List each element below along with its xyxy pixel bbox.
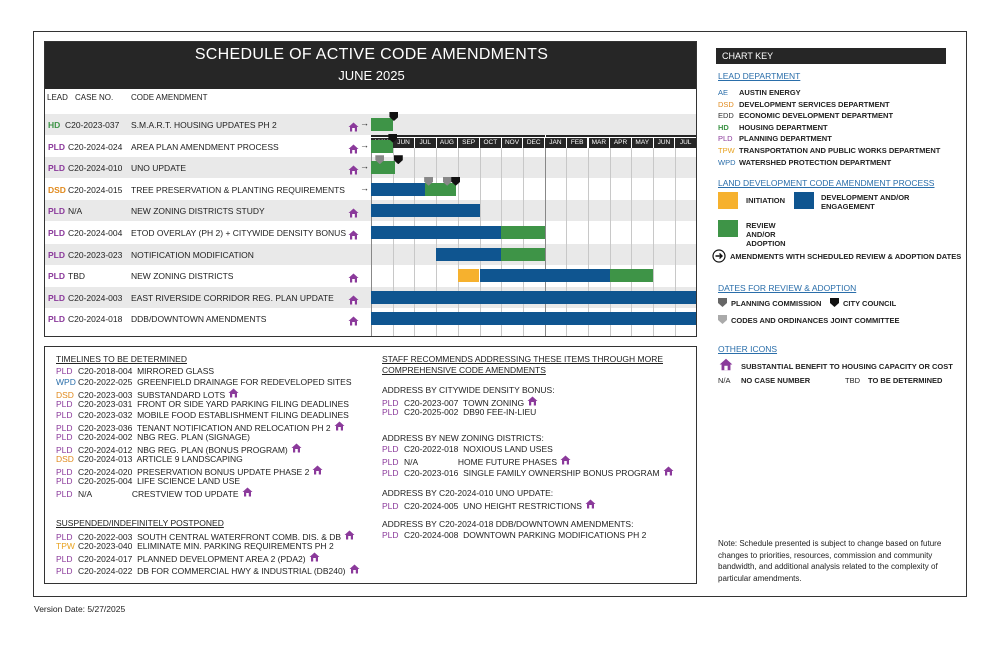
row-amendment: EAST RIVERSIDE CORRIDOR REG. PLAN UPDATE bbox=[131, 292, 334, 303]
department-name: ECONOMIC DEVELOPMENT DEPARTMENT bbox=[739, 111, 894, 121]
arrow-icon: → bbox=[360, 139, 369, 150]
list-item bbox=[56, 564, 360, 576]
item-text: C20-2023-016 SINGLE FAMILY OWNERSHIP BONUS PROGRAM bbox=[404, 468, 660, 478]
department-code: WPD bbox=[718, 157, 736, 167]
list-item bbox=[56, 476, 240, 486]
item-lead: WPD bbox=[56, 377, 76, 387]
item-text: C20-2023-031 FRONT OR SIDE YARD PARKING FILING DEADLINES bbox=[78, 399, 349, 409]
department-name: AUSTIN ENERGY bbox=[739, 88, 801, 97]
schedule-note: Note: Schedule presented is subject to change based on future changes to priorities, resources, commission and community bandwidth, and additional analysis related to the complexity of particular amendments. bbox=[718, 539, 942, 583]
house-icon bbox=[291, 445, 302, 455]
item-text: N/A HOME FUTURE PHASES bbox=[404, 457, 558, 467]
na-text: NO CASE NUMBER bbox=[741, 376, 811, 385]
row-amendment: NEW ZONING DISTRICTS STUDY bbox=[131, 206, 265, 217]
list-item bbox=[56, 530, 355, 542]
schedule-bar bbox=[610, 269, 653, 282]
initiation-swatch bbox=[718, 192, 738, 209]
staff-heading-2: COMPREHENSIVE CODE AMENDMENTS bbox=[382, 365, 546, 375]
row-amendment: S.M.A.R.T. HOUSING UPDATES PH 2 bbox=[131, 120, 277, 130]
house-icon bbox=[242, 489, 253, 499]
list-item bbox=[382, 444, 553, 454]
item-lead: PLD bbox=[56, 423, 73, 433]
staff-heading: STAFF RECOMMENDS ADDRESSING THESE ITEMS THROUGH MORE bbox=[382, 354, 663, 364]
schedule-bar bbox=[458, 269, 480, 282]
list-item bbox=[56, 487, 253, 499]
arrow-icon: → bbox=[360, 118, 369, 128]
item-lead: PLD bbox=[56, 399, 73, 409]
department-name: PLANNING DEPARTMENT bbox=[739, 134, 832, 144]
item-lead: DSD bbox=[56, 390, 74, 400]
item-lead: PLD bbox=[382, 398, 399, 408]
item-lead: PLD bbox=[56, 366, 73, 376]
chart-title: SCHEDULE OF ACTIVE CODE AMENDMENTS bbox=[194, 46, 549, 63]
department-code: AE bbox=[718, 88, 729, 97]
item-text: C20-2022-025 GREENFIELD DRAINAGE FOR REDEVELOPED SITES bbox=[78, 377, 352, 387]
item-text: C20-2023-032 MOBILE FOOD ESTABLISHMENT FILING DEADLINES bbox=[78, 410, 349, 420]
department-code: PLD bbox=[718, 134, 733, 144]
grid-line bbox=[393, 148, 394, 337]
item-text: C20-2024-002 NBG REG. PLAN (SIGNAGE) bbox=[78, 432, 250, 442]
list-item bbox=[382, 499, 596, 511]
development-label: DEVELOPMENT AND/OR ENGAGEMENT bbox=[821, 193, 910, 211]
grid-line bbox=[697, 148, 698, 337]
row-case: C20-2024-018 bbox=[68, 314, 123, 325]
lead-department-heading: LEAD DEPARTMENT bbox=[718, 71, 801, 81]
column-amendment: CODE AMENDMENT bbox=[131, 93, 208, 102]
item-lead: PLD bbox=[56, 432, 73, 442]
house-icon bbox=[663, 468, 674, 478]
item-lead: PLD bbox=[56, 476, 73, 486]
review-label: REVIEW AND/OR ADOPTION bbox=[746, 221, 786, 248]
city-council-label: CITY COUNCIL bbox=[843, 299, 897, 308]
row-amendment: AREA PLAN AMENDMENT PROCESS bbox=[131, 141, 279, 152]
schedule-bar bbox=[371, 118, 393, 131]
item-text: C20-2024-005 UNO HEIGHT RESTRICTIONS bbox=[404, 501, 582, 511]
month-label: AUG bbox=[437, 138, 458, 148]
row-amendment: ETOD OVERLAY (PH 2) + CITYWIDE DENSITY BONUS bbox=[131, 228, 346, 238]
month-label: SEP bbox=[458, 138, 479, 148]
department-name: HOUSING DEPARTMENT bbox=[739, 122, 828, 132]
schedule-bar bbox=[371, 183, 425, 196]
grid-line bbox=[588, 148, 589, 337]
row-case: C20-2024-024 bbox=[68, 141, 123, 152]
house-icon bbox=[348, 141, 359, 151]
item-lead: TPW bbox=[56, 541, 75, 552]
house-icon bbox=[348, 313, 359, 323]
grid-line bbox=[371, 148, 372, 337]
list-item bbox=[382, 530, 646, 540]
codes-committee-label: CODES AND ORDINANCES JOINT COMMITTEE bbox=[731, 316, 900, 325]
key-title: CHART KEY bbox=[722, 51, 774, 61]
grid-line bbox=[675, 148, 676, 337]
schedule-bar bbox=[371, 291, 697, 304]
house-icon bbox=[349, 566, 360, 576]
row-lead: PLD bbox=[48, 141, 65, 152]
other-icons-heading: OTHER ICONS bbox=[718, 344, 778, 354]
grid-line bbox=[458, 148, 459, 337]
department-name: TRANSPORTATION AND PUBLIC WORKS DEPARTMENT bbox=[739, 146, 941, 155]
house-icon bbox=[348, 227, 359, 237]
row-lead: PLD bbox=[48, 228, 65, 238]
schedule-bar bbox=[371, 161, 395, 174]
arrow-note: AMENDMENTS WITH SCHEDULED REVIEW & ADOPTION DATES bbox=[730, 252, 962, 261]
list-item bbox=[382, 407, 536, 417]
month-label: JUL bbox=[415, 138, 436, 148]
grid-line bbox=[566, 148, 567, 337]
unscheduled-items bbox=[44, 346, 697, 584]
item-text: C20-2024-008 DOWNTOWN PARKING MODIFICATIONS PH 2 bbox=[404, 530, 647, 540]
house-icon bbox=[719, 358, 733, 371]
row-lead: DSD bbox=[48, 184, 66, 195]
grid-line bbox=[414, 148, 415, 337]
house-icon bbox=[585, 501, 596, 511]
na-label: N/A bbox=[718, 376, 731, 385]
item-lead: PLD bbox=[56, 489, 73, 499]
month-label: DEC bbox=[523, 138, 544, 148]
month-label: APR bbox=[610, 138, 631, 148]
row-case: C20-2024-010 bbox=[68, 163, 123, 174]
house-icon bbox=[348, 119, 359, 129]
house-icon bbox=[312, 467, 323, 477]
item-text: C20-2024-022 DB FOR COMMERCIAL HWY & INDUSTRIAL (DB240) bbox=[78, 565, 346, 576]
list-item bbox=[56, 410, 349, 420]
house-icon bbox=[344, 532, 355, 542]
schedule-chart bbox=[44, 41, 697, 337]
month-label: FEB bbox=[567, 138, 588, 148]
grid-line bbox=[610, 148, 611, 337]
list-item bbox=[56, 552, 320, 564]
row-case: C20-2023-023 bbox=[68, 249, 123, 260]
row-case: C20-2024-003 bbox=[68, 292, 123, 303]
tbd-text: TO BE DETERMINED bbox=[868, 376, 943, 385]
arrow-icon: → bbox=[360, 161, 369, 172]
item-text: C20-2023-040 ELIMINATE MIN. PARKING REQUIREMENTS PH 2 bbox=[78, 541, 334, 552]
grid-line bbox=[523, 148, 524, 337]
grid-line bbox=[653, 148, 654, 337]
version-date: Version Date: 5/27/2025 bbox=[34, 604, 126, 614]
schedule-bar bbox=[436, 248, 501, 261]
house-icon bbox=[348, 270, 359, 280]
item-text: C20-2023-007 TOWN ZONING bbox=[404, 398, 525, 408]
item-lead: DSD bbox=[56, 454, 74, 464]
list-item bbox=[56, 454, 243, 464]
list-item bbox=[56, 377, 352, 387]
column-lead: LEAD bbox=[47, 93, 68, 102]
column-case: CASE NO. bbox=[75, 93, 114, 102]
development-swatch bbox=[794, 192, 814, 209]
schedule-bar bbox=[371, 312, 697, 325]
item-lead: PLD bbox=[382, 530, 399, 540]
tbd-label: TBD bbox=[845, 376, 860, 385]
item-text: C20-2023-003 SUBSTANDARD LOTS bbox=[78, 390, 226, 400]
group-title: ADDRESS BY C20-2024-010 UNO UPDATE: bbox=[382, 488, 554, 498]
list-item bbox=[56, 541, 334, 551]
grid-line bbox=[436, 148, 437, 337]
schedule-bar bbox=[501, 248, 544, 261]
schedule-bar bbox=[501, 226, 544, 239]
schedule-bar bbox=[371, 140, 393, 153]
item-lead: PLD bbox=[382, 444, 399, 454]
row-case: TBD bbox=[68, 271, 85, 282]
item-lead: PLD bbox=[56, 445, 73, 455]
list-item bbox=[56, 432, 250, 442]
item-text: C20-2024-020 PRESERVATION BONUS UPDATE PHASE 2 bbox=[78, 467, 310, 477]
house-icon bbox=[348, 292, 359, 302]
chart-subtitle: JUNE 2025 bbox=[338, 68, 405, 83]
month-label: MAR bbox=[589, 138, 610, 148]
month-label: JUL bbox=[675, 138, 696, 148]
month-label: JUN bbox=[393, 138, 414, 148]
item-text: C20-2022-018 NOXIOUS LAND USES bbox=[404, 444, 553, 454]
row-amendment: NEW ZONING DISTRICTS bbox=[131, 271, 234, 282]
house-icon bbox=[348, 205, 359, 215]
row-case: C20-2024-004 bbox=[68, 228, 123, 238]
month-label: MAY bbox=[632, 138, 653, 148]
row-amendment: NOTIFICATION MODIFICATION bbox=[131, 249, 254, 260]
item-lead: PLD bbox=[382, 457, 399, 467]
row-lead: PLD bbox=[48, 271, 65, 282]
review-swatch bbox=[718, 220, 738, 237]
month-label: NOV bbox=[502, 138, 523, 148]
department-code: HD bbox=[718, 122, 729, 132]
dates-heading: DATES FOR REVIEW & ADOPTION bbox=[718, 283, 857, 293]
month-label: OCT bbox=[480, 138, 501, 148]
item-lead: PLD bbox=[56, 467, 73, 477]
row-case: C20-2023-037 bbox=[65, 120, 120, 130]
grid-line bbox=[501, 148, 502, 337]
department-name: DEVELOPMENT SERVICES DEPARTMENT bbox=[739, 99, 890, 109]
house-icon bbox=[334, 423, 345, 433]
list-item bbox=[56, 366, 214, 376]
item-lead: PLD bbox=[56, 410, 73, 420]
group-title: ADDRESS BY C20-2024-018 DDB/DOWNTOWN AMENDMENTS: bbox=[382, 519, 634, 529]
item-lead: PLD bbox=[382, 468, 399, 478]
row-lead: PLD bbox=[48, 163, 65, 174]
item-text: N/A CRESTVIEW TOD UPDATE bbox=[78, 489, 239, 499]
row-lead: HD bbox=[48, 120, 61, 130]
initiation-label: INITIATION bbox=[746, 196, 786, 205]
schedule-bar bbox=[480, 269, 610, 282]
month-label: JAN bbox=[545, 138, 566, 148]
row-case: C20-2024-015 bbox=[68, 184, 123, 195]
grid-line bbox=[631, 148, 632, 337]
schedule-bar bbox=[371, 204, 480, 217]
item-text: C20-2025-004 LIFE SCIENCE LAND USE bbox=[78, 476, 241, 486]
process-heading: LAND DEVELOPMENT CODE AMENDMENT PROCESS bbox=[718, 178, 935, 188]
grid-line bbox=[545, 148, 546, 337]
timelines-heading: TIMELINES TO BE DETERMINED bbox=[56, 354, 187, 364]
item-text: C20-2022-003 SOUTH CENTRAL WATERFRONT COMB. DIS. & DB bbox=[78, 532, 342, 542]
month-label: JUN bbox=[654, 138, 675, 148]
schedule-bar bbox=[371, 226, 501, 239]
item-lead: PLD bbox=[382, 501, 399, 511]
grid-line bbox=[480, 148, 481, 337]
item-text: C20-2018-004 MIRRORED GLASS bbox=[78, 366, 215, 376]
group-title: ADDRESS BY CITYWIDE DENSITY BONUS: bbox=[382, 385, 555, 395]
department-name: WATERSHED PROTECTION DEPARTMENT bbox=[739, 157, 892, 167]
item-text: C20-2024-017 PLANNED DEVELOPMENT AREA 2 (PDA2) bbox=[78, 554, 306, 565]
arrow-circle-icon bbox=[712, 249, 726, 263]
item-lead: PLD bbox=[56, 532, 73, 542]
arrow-icon: → bbox=[360, 182, 369, 193]
row-amendment: DDB/DOWNTOWN AMENDMENTS bbox=[131, 314, 267, 325]
suspended-heading: SUSPENDED/INDEFINITELY POSTPONED bbox=[56, 518, 224, 528]
row-amendment: UNO UPDATE bbox=[131, 163, 187, 174]
item-lead: PLD bbox=[382, 407, 399, 417]
list-item bbox=[382, 466, 674, 478]
row-lead: PLD bbox=[48, 314, 65, 325]
item-lead: PLD bbox=[56, 565, 73, 576]
row-lead: PLD bbox=[48, 292, 65, 303]
row-lead: PLD bbox=[48, 206, 65, 217]
house-note: SUBSTANTIAL BENEFIT TO HOUSING CAPACITY OR COST bbox=[741, 362, 953, 371]
row-lead: PLD bbox=[48, 249, 65, 260]
planning-commission-label: PLANNING COMMISSION bbox=[731, 299, 822, 308]
group-title: ADDRESS BY NEW ZONING DISTRICTS: bbox=[382, 433, 544, 443]
item-text: C20-2024-013 ARTICLE 9 LANDSCAPING bbox=[78, 454, 243, 464]
house-icon bbox=[348, 162, 359, 172]
item-text: C20-2023-036 TENANT NOTIFICATION AND RELOCATION PH 2 bbox=[78, 423, 331, 433]
department-code: DSD bbox=[718, 99, 734, 109]
row-case: N/A bbox=[68, 206, 83, 217]
row-amendment: TREE PRESERVATION & PLANTING REQUIREMENTS bbox=[131, 184, 345, 195]
department-code: TPW bbox=[718, 146, 735, 155]
department-code: EDD bbox=[718, 111, 734, 121]
list-item bbox=[56, 399, 349, 409]
item-text: C20-2024-012 NBG REG. PLAN (BONUS PROGRAM) bbox=[78, 445, 288, 455]
item-lead: PLD bbox=[56, 554, 73, 565]
title-bar bbox=[45, 42, 697, 89]
item-text: C20-2025-002 DB90 FEE-IN-LIEU bbox=[404, 407, 537, 417]
